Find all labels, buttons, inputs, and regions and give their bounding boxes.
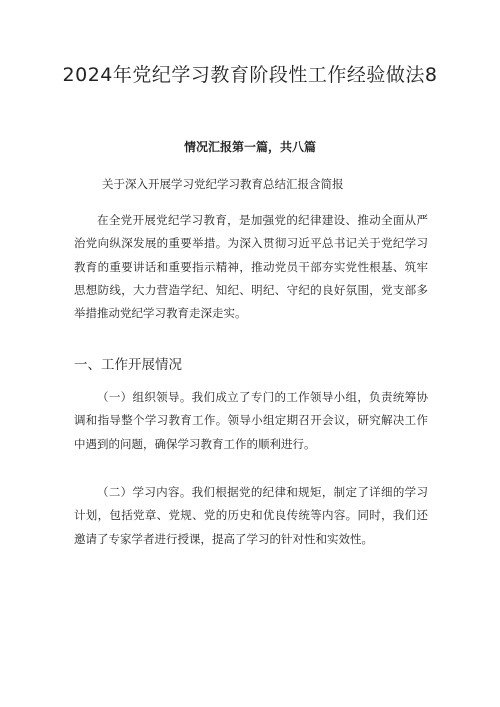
- paragraph-study-content: （二）学习内容。我们根据党的纪律和规矩，制定了详细的学习计划，包括党章、党规、党的历史和优良传统等内容。同时，我们还邀请了专家学者进行授课，提高了学习的针对性和实效性。: [74, 485, 428, 546]
- intro-paragraph: 在全党开展党纪学习教育，是加强党的纪律建设、推动全面从严治党向纵深发展的重要举措。为深入贯彻习近平总书记关于党纪学习教育的重要讲话和重要指示精神，推动党员干部夯实党性根基、筑牢思想防线，大力营造学纪、知纪、明纪、守纪的良好氛围，党支部多举措推动党纪学习教育走深走实。: [74, 213, 428, 321]
- paragraph-organization-leadership: （一）组织领导。我们成立了专门的工作领导小组，负责统筹协调和指导整个学习教育工作。领导小组定期召开会议，研究解决工作中遇到的问题，确保学习教育工作的顺利进行。: [74, 390, 428, 451]
- report-heading: 关于深入开展学习党纪学习教育总结汇报含简报: [102, 177, 344, 191]
- document-title: 2024年党纪学习教育阶段性工作经验做法8: [62, 64, 438, 86]
- section-heading-work-progress: 一、工作开展情况: [74, 357, 182, 373]
- document-subtitle: 情况汇报第一篇，共八篇: [183, 140, 316, 154]
